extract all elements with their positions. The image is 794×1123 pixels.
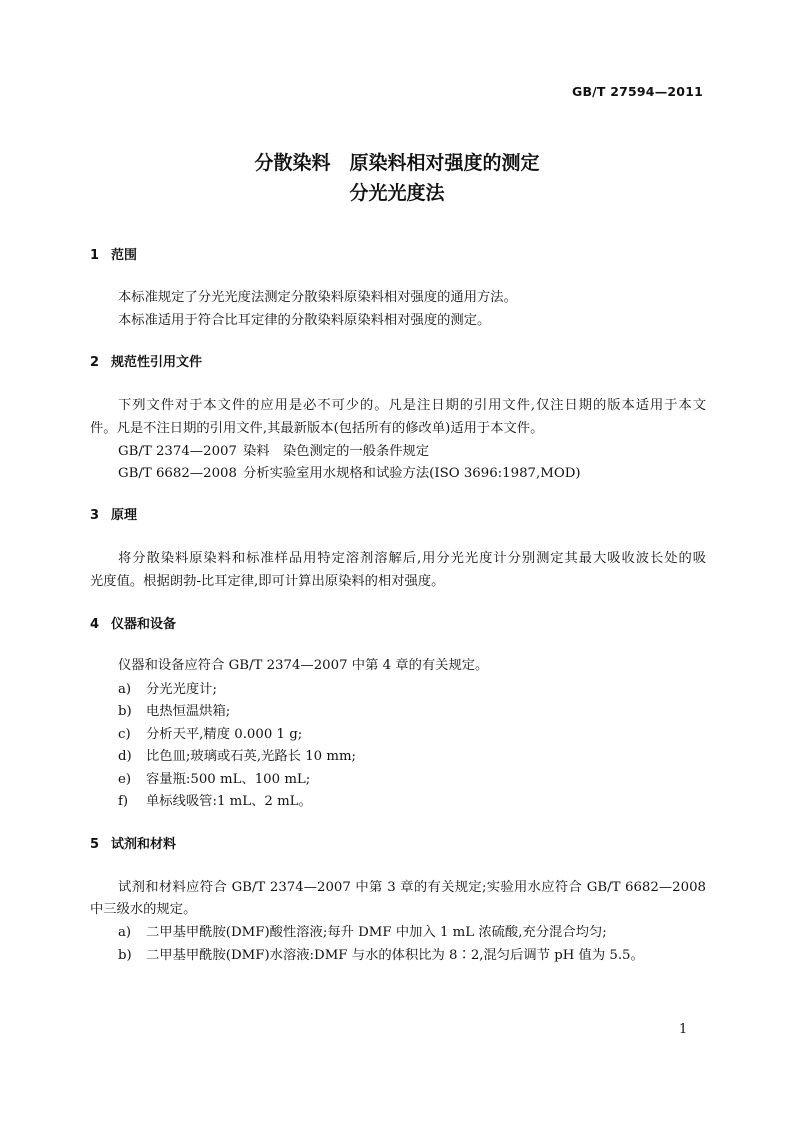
- list-item-label: d): [118, 749, 132, 764]
- list-item-text: 容量瓶:500 mL、100 mL;: [146, 772, 311, 787]
- list-item-text: 分光光度计;: [146, 682, 217, 697]
- section-2-line: 下列文件对于本文件的应用是必不可少的。凡是注日期的引用文件,仅注日期的版本适用于本文: [118, 398, 706, 413]
- list-item-label: f): [118, 794, 129, 809]
- list-item-text: 二甲基甲酰胺(DMF)水溶液:DMF 与水的体积比为 8∶2,混匀后调节 pH 值为 5.5。: [146, 948, 644, 963]
- reference-code: GB/T 2374—2007: [118, 444, 237, 459]
- section-3-line: 将分散染料原染料和标准样品用特定溶剂溶解后,用分光光度计分别测定其最大吸收波长处的吸: [118, 551, 706, 566]
- list-item-text: 二甲基甲酰胺(DMF)酸性溶液;每升 DMF 中加入 1 mL 浓硫酸,充分混合均匀;: [146, 925, 607, 940]
- section-1-number: 1: [90, 248, 100, 263]
- section-5-line: 试剂和材料应符合 GB/T 2374—2007 中第 3 章的有关规定;实验用水应符合 GB/T 6682—2008: [118, 880, 706, 895]
- list-item-text: 电热恒温烘箱;: [146, 704, 231, 719]
- standard-code: GB/T 27594—2011: [571, 84, 703, 99]
- section-1-line: 本标准适用于符合比耳定律的分散染料原染料相对强度的测定。: [118, 313, 491, 328]
- section-4-number: 4: [90, 617, 100, 632]
- list-item-label: c): [118, 727, 131, 742]
- section-5-number: 5: [90, 837, 100, 852]
- section-3-line: 光度值。根据朗勃-比耳定律,即可计算出原染料的相对强度。: [90, 574, 445, 589]
- list-item-text: 分析天平,精度 0.000 1 g;: [146, 727, 303, 742]
- section-2-line: 件。凡是不注日期的引用文件,其最新版本(包括所有的修改单)适用于本文件。: [90, 421, 544, 436]
- list-item-label: a): [118, 682, 132, 697]
- list-item-label: e): [118, 772, 132, 787]
- document-title-line1: 分散染料 原染料相对强度的测定: [254, 152, 540, 174]
- section-2-number: 2: [90, 355, 100, 370]
- section-1-heading: 范围: [111, 248, 138, 263]
- reference-code: GB/T 6682—2008: [118, 466, 237, 481]
- section-5-line: 中三级水的规定。: [90, 902, 197, 917]
- list-item-label: a): [118, 925, 132, 940]
- section-5-heading: 试剂和材料: [111, 837, 177, 852]
- section-4-heading: 仪器和设备: [111, 617, 177, 632]
- section-3-number: 3: [90, 508, 100, 523]
- page-number: 1: [679, 1022, 688, 1037]
- section-3-heading: 原理: [111, 508, 138, 523]
- list-item-text: 单标线吸管:1 mL、2 mL。: [146, 794, 312, 809]
- list-item-label: b): [118, 948, 132, 963]
- list-item-text: 比色皿;玻璃或石英,光路长 10 mm;: [146, 749, 357, 764]
- section-2-heading: 规范性引用文件: [111, 355, 203, 370]
- section-4-intro: 仪器和设备应符合 GB/T 2374—2007 中第 4 章的有关规定。: [118, 658, 489, 673]
- reference-title: 染料 染色测定的一般条件规定: [243, 444, 430, 459]
- section-1-line: 本标准规定了分光光度法测定分散染料原染料相对强度的通用方法。: [118, 290, 517, 305]
- document-title-line2: 分光光度法: [349, 182, 445, 204]
- list-item-label: b): [118, 704, 132, 719]
- reference-title: 分析实验室用水规格和试验方法(ISO 3696:1987,MOD): [243, 466, 581, 481]
